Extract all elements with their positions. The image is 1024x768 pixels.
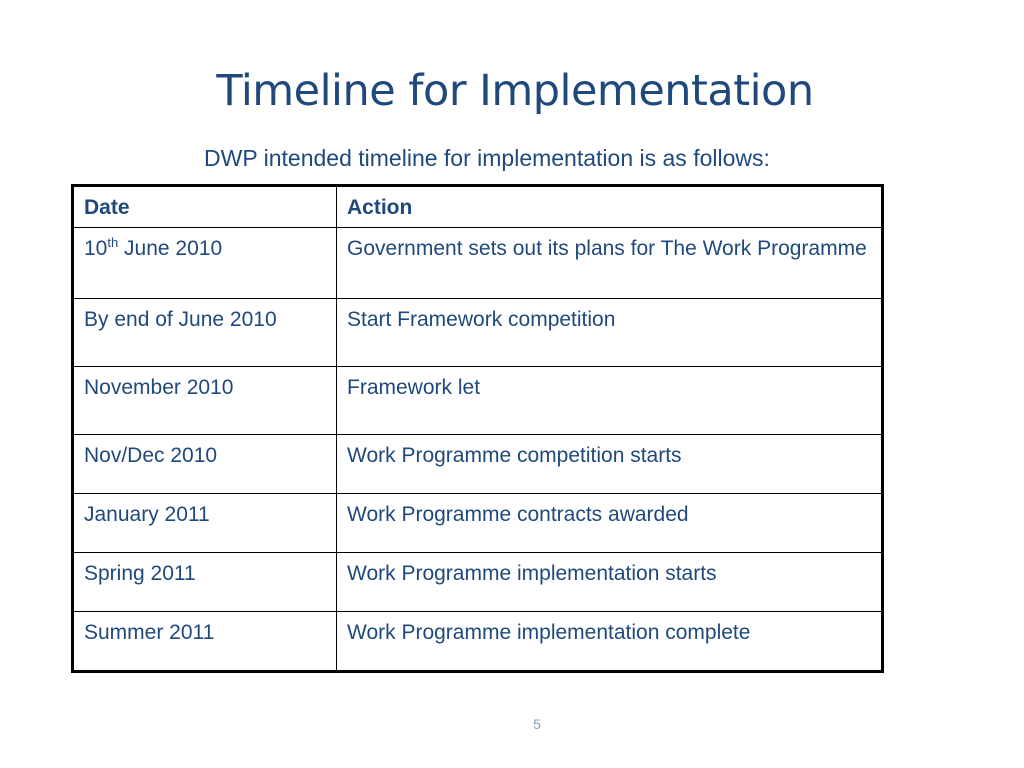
date-cell: January 2011 xyxy=(73,494,337,553)
table-row xyxy=(73,494,883,553)
action-cell: Government sets out its plans for The Work Programme xyxy=(337,228,883,299)
slide-title: Timeline for Implementation xyxy=(216,66,814,116)
action-cell: Work Programme implementation complete xyxy=(337,612,883,672)
action-cell: Work Programme competition starts xyxy=(337,435,883,494)
table-row xyxy=(73,299,883,367)
date-cell: Summer 2011 xyxy=(73,612,337,672)
action-cell: Work Programme contracts awarded xyxy=(337,494,883,553)
header-date: Date xyxy=(73,186,337,228)
date-day: 10 xyxy=(84,237,108,260)
timeline-table xyxy=(71,184,884,673)
action-cell: Start Framework competition xyxy=(337,299,883,367)
date-cell: By end of June 2010 xyxy=(73,299,337,367)
date-month-year: June 2010 xyxy=(118,237,223,260)
table-row xyxy=(73,612,883,672)
table-row xyxy=(73,435,883,494)
header-action: Action xyxy=(337,186,883,228)
table-header-row xyxy=(73,186,883,228)
table-row xyxy=(73,228,883,299)
action-cell: Framework let xyxy=(337,367,883,435)
page-number: 5 xyxy=(533,716,541,732)
slide-subtitle: DWP intended timeline for implementation is as follows: xyxy=(204,145,770,171)
date-cell xyxy=(73,228,337,299)
date-cell: November 2010 xyxy=(73,367,337,435)
action-cell: Work Programme implementation starts xyxy=(337,553,883,612)
table-row xyxy=(73,553,883,612)
table-row xyxy=(73,367,883,435)
date-cell: Spring 2011 xyxy=(73,553,337,612)
date-cell: Nov/Dec 2010 xyxy=(73,435,337,494)
date-ordinal-suffix: th xyxy=(107,235,119,250)
